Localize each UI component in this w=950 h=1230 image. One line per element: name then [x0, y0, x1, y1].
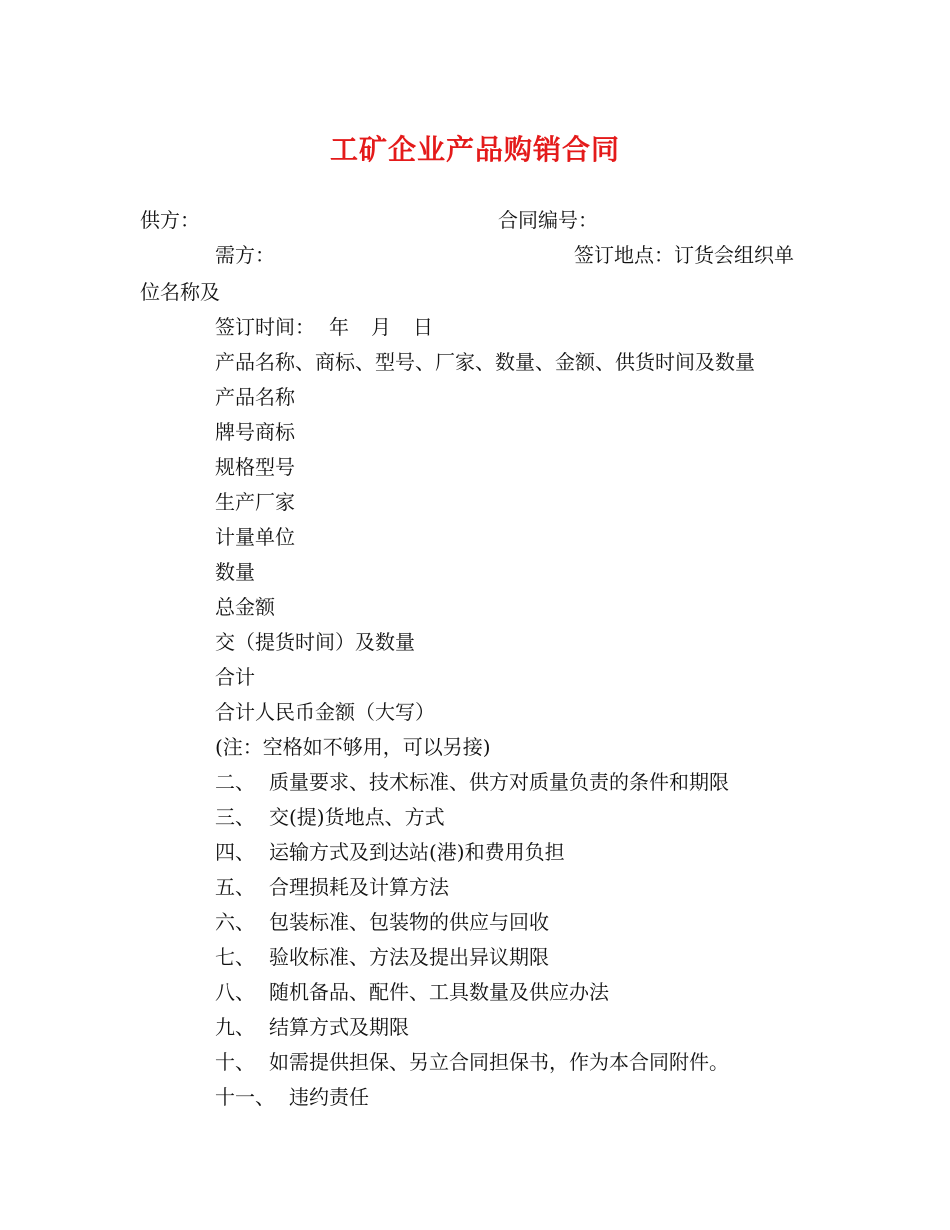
year-label: 年	[329, 315, 349, 339]
clause-8	[215, 979, 609, 1005]
clause-5	[215, 874, 449, 900]
clause-text: 违约责任	[289, 1085, 369, 1109]
clause-number: 二、	[215, 770, 255, 794]
clause-4	[215, 839, 565, 865]
clause-number: 七、	[215, 945, 255, 969]
month-label: 月	[371, 315, 391, 339]
sign-time-label: 签订时间：	[215, 315, 315, 339]
field-product-name: 产品名称	[215, 385, 295, 409]
sign-time-row	[215, 314, 433, 340]
clause-text: 质量要求、技术标准、供方对质量负责的条件和期限	[269, 770, 729, 794]
field-quantity: 数量	[215, 560, 255, 584]
clause-text: 验收标准、方法及提出异议期限	[269, 945, 549, 969]
clause-6	[215, 909, 549, 935]
clause-2	[215, 769, 729, 795]
field-delivery-time: 交（提货时间）及数量	[215, 630, 415, 654]
day-label: 日	[413, 315, 433, 339]
clause-9	[215, 1014, 409, 1040]
field-manufacturer: 生产厂家	[215, 490, 295, 514]
field-total-rmb: 合计人民币金额（大写）	[215, 700, 435, 724]
sign-place-continuation: 位名称及	[140, 280, 220, 304]
clause-number: 十、	[215, 1050, 255, 1074]
clause-3	[215, 804, 445, 830]
clause-text: 如需提供担保、另立合同担保书，作为本合同附件。	[269, 1050, 729, 1074]
clause-number: 三、	[215, 805, 255, 829]
section1-heading: 产品名称、商标、型号、厂家、数量、金额、供货时间及数量	[215, 350, 755, 374]
field-brand: 牌号商标	[215, 420, 295, 444]
clause-text: 结算方式及期限	[269, 1015, 409, 1039]
field-total: 合计	[215, 665, 255, 689]
field-unit: 计量单位	[215, 525, 295, 549]
clause-text: 运输方式及到达站(港)和费用负担	[269, 840, 565, 864]
clause-number: 四、	[215, 840, 255, 864]
clause-7	[215, 944, 549, 970]
clause-text: 交(提)货地点、方式	[269, 805, 445, 829]
field-spec-model: 规格型号	[215, 455, 295, 479]
sign-place-label: 签订地点：订货会组织单	[574, 243, 794, 267]
clause-number: 八、	[215, 980, 255, 1004]
clause-number: 五、	[215, 875, 255, 899]
clause-text: 合理损耗及计算方法	[269, 875, 449, 899]
clause-number: 六、	[215, 910, 255, 934]
field-total-amount: 总金额	[215, 595, 275, 619]
clause-number: 九、	[215, 1015, 255, 1039]
field-note: (注：空格如不够用，可以另接)	[215, 735, 491, 759]
supplier-label: 供方：	[140, 208, 200, 232]
clause-text: 包装标准、包装物的供应与回收	[269, 910, 549, 934]
clause-text: 随机备品、配件、工具数量及供应办法	[269, 980, 609, 1004]
contract-no-label: 合同编号：	[498, 208, 598, 232]
buyer-label: 需方：	[215, 243, 275, 267]
clause-11	[215, 1084, 369, 1110]
clause-number: 十一、	[215, 1085, 275, 1109]
page-title: 工矿企业产品购销合同	[329, 133, 620, 166]
clause-10	[215, 1049, 729, 1075]
